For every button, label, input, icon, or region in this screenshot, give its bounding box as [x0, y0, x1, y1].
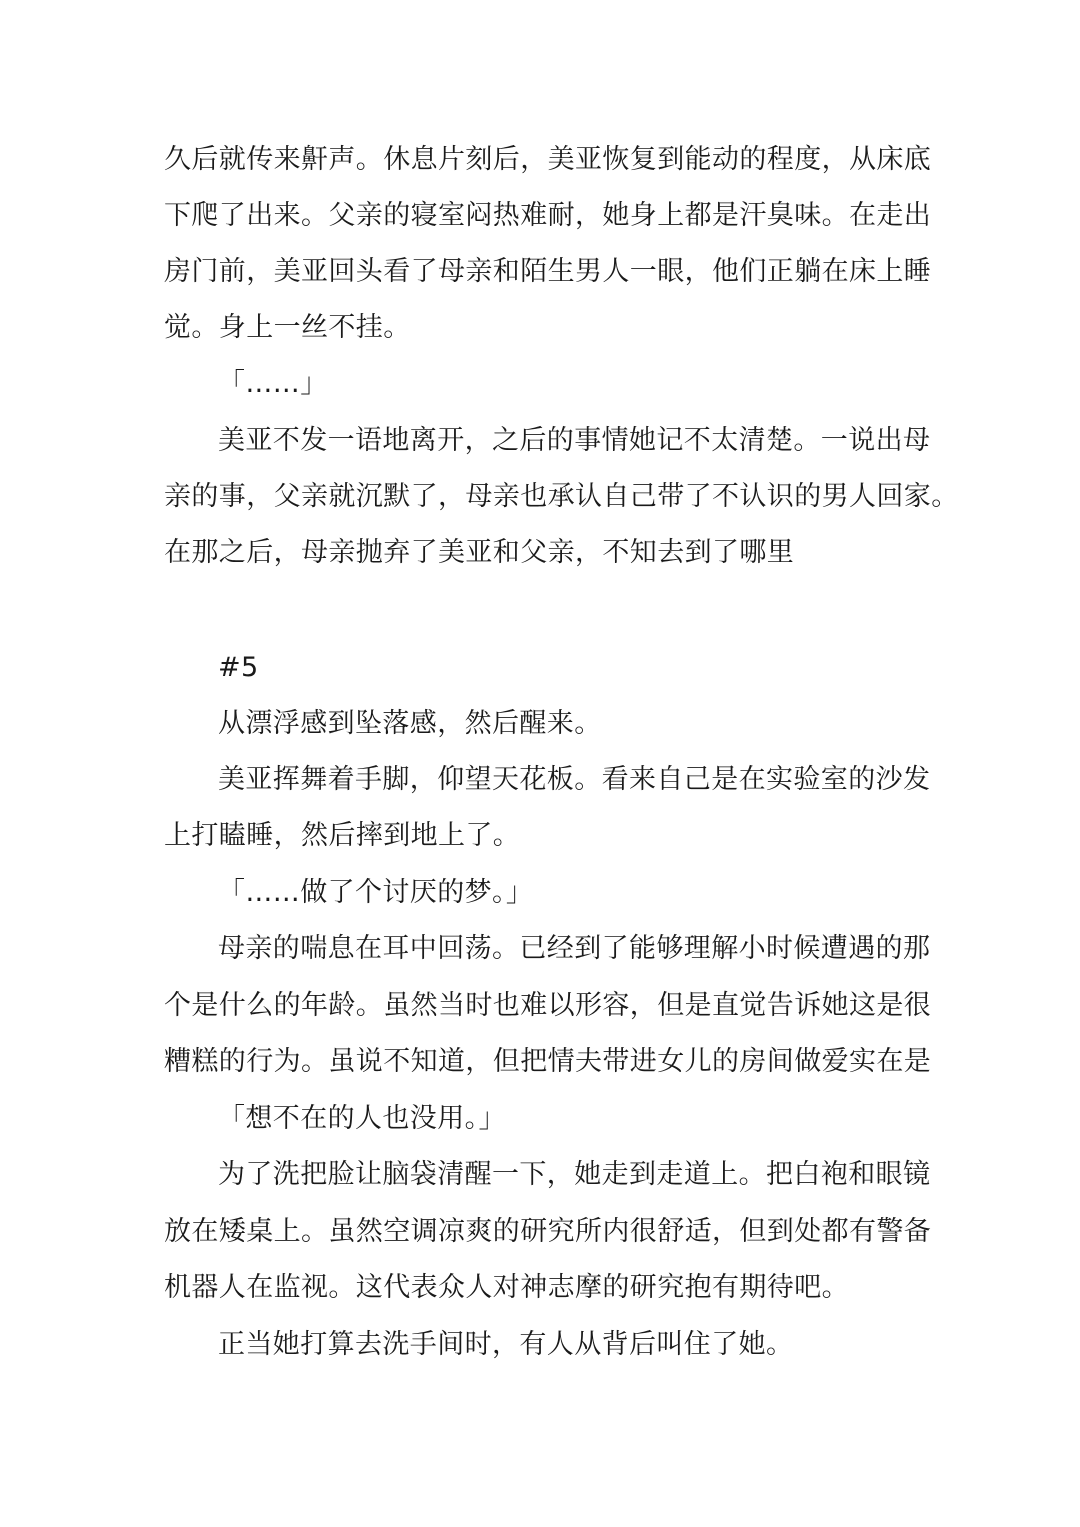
dialogue-line: 「……」 [218, 368, 328, 399]
paragraph-start: 为了洗把脸让脑袋清醒一下，她走到走道上。把白袍和眼镜 [218, 1159, 931, 1190]
paragraph-start: 从漂浮感到坠落感，然后醒来。 [218, 708, 602, 739]
dialogue-line: 「……做了个讨厌的梦。」 [218, 877, 534, 908]
section-heading: #5 [218, 652, 259, 683]
paragraph-start: 正当她打算去洗手间时，有人从背后叫住了她。 [218, 1329, 794, 1360]
text-line: 觉。身上一丝不挂。 [164, 312, 411, 343]
text-line: 亲的事，父亲就沉默了，母亲也承认自己带了不认识的男人回家。 [164, 481, 959, 512]
text-line: 糟糕的行为。虽说不知道，但把情夫带进女儿的房间做爱实在是 [164, 1046, 932, 1077]
text-line: 机器人在监视。这代表众人对神志摩的研究抱有期待吧。 [164, 1272, 849, 1303]
paragraph-start: 美亚挥舞着手脚，仰望天花板。看来自己是在实验室的沙发 [218, 764, 931, 795]
paragraph-start: 母亲的喘息在耳中回荡。已经到了能够理解小时候遭遇的那 [218, 933, 931, 964]
paragraph-start: 美亚不发一语地离开，之后的事情她记不太清楚。一说出母 [218, 425, 931, 456]
text-line: 房门前，美亚回头看了母亲和陌生男人一眼，他们正躺在床上睡 [164, 256, 932, 287]
text-line: 久后就传来鼾声。休息片刻后，美亚恢复到能动的程度，从床底 [164, 144, 932, 175]
text-line: 上打瞌睡，然后摔到地上了。 [164, 820, 521, 851]
text-line: 在那之后，母亲抛弃了美亚和父亲，不知去到了哪里 [164, 537, 795, 568]
text-line: 放在矮桌上。虽然空调凉爽的研究所内很舒适，但到处都有警备 [164, 1216, 932, 1247]
text-line: 个是什么的年龄。虽然当时也难以形容，但是直觉告诉她这是很 [164, 990, 932, 1021]
dialogue-line: 「想不在的人也没用。」 [218, 1103, 506, 1134]
text-line: 下爬了出来。父亲的寝室闷热难耐，她身上都是汗臭味。在走出 [164, 200, 932, 231]
